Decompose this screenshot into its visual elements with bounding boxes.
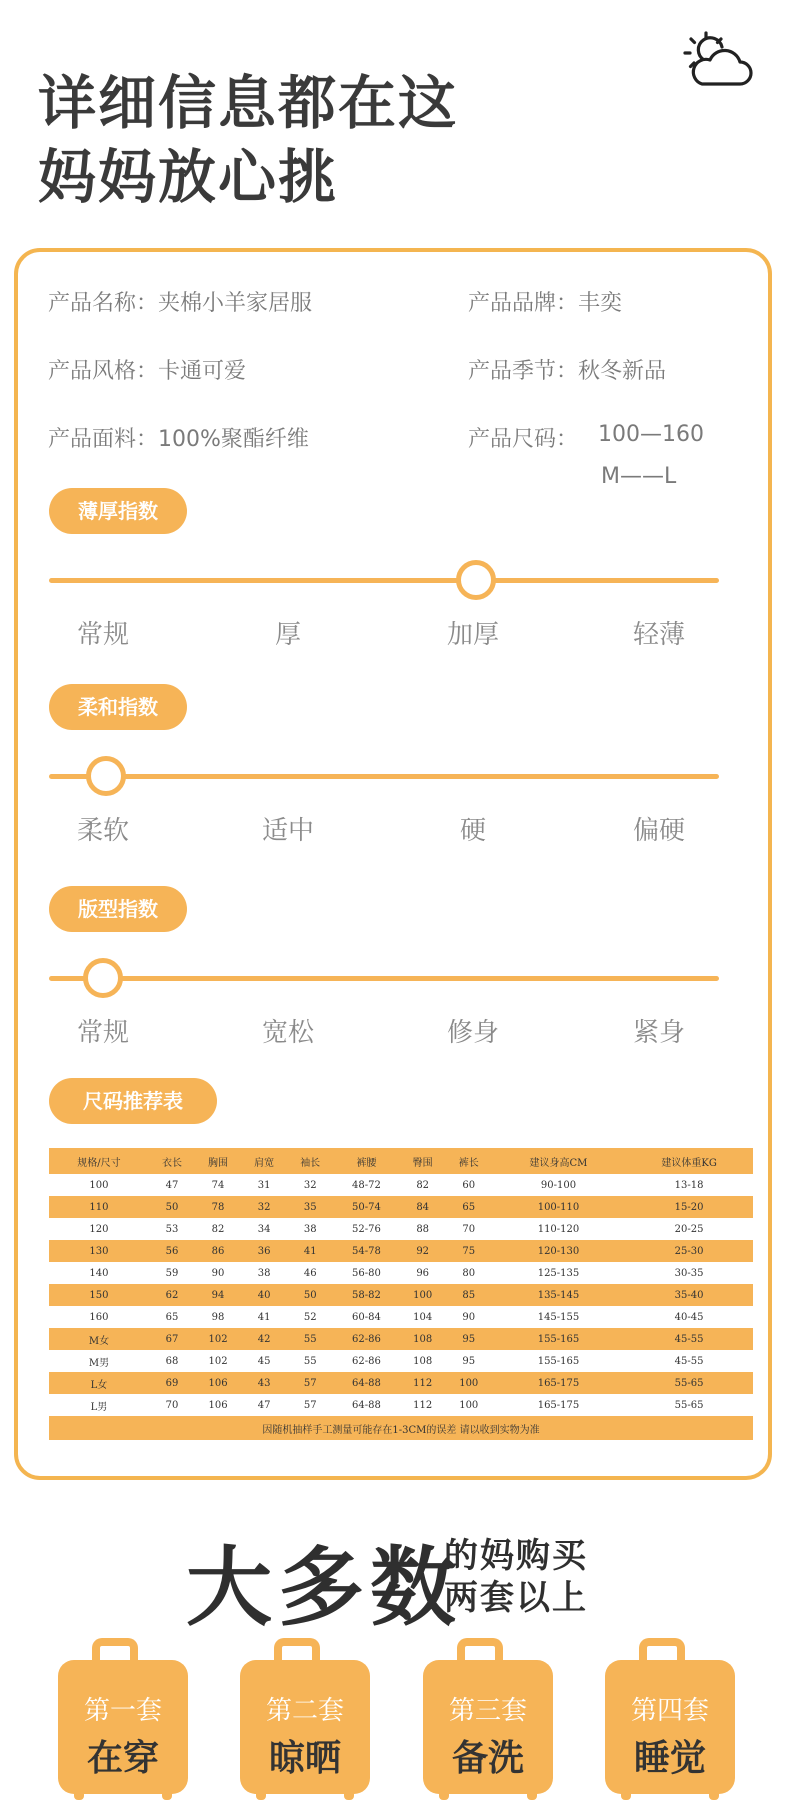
product-fabric: 产品面料：100%聚酯纤维 (48, 427, 309, 452)
table-cell: 92 (400, 1240, 446, 1262)
table-cell: 75 (446, 1240, 492, 1262)
set-number-label: 第二套 (265, 1696, 344, 1726)
suitcase-foot (344, 1788, 354, 1800)
table-cell: 110-120 (492, 1218, 625, 1240)
table-cell: 35-40 (625, 1284, 753, 1306)
table-cell: 50 (149, 1196, 195, 1218)
set-usage-label: 备洗 (451, 1738, 524, 1779)
promo-majority-text: 大多数 (186, 1538, 462, 1638)
table-cell: 35 (287, 1196, 333, 1218)
fit-slider-knob (83, 958, 123, 998)
table-cell: 62-86 (333, 1350, 399, 1372)
table-cell: 70 (446, 1218, 492, 1240)
table-cell: 34 (241, 1218, 287, 1240)
table-cell: 67 (149, 1328, 195, 1350)
table-note: 因随机抽样手工测量可能存在1-3CM的误差 请以收到实物为准 (49, 1416, 753, 1440)
table-cell: 74 (195, 1174, 241, 1196)
table-cell: 38 (287, 1218, 333, 1240)
table-cell: 62-86 (333, 1328, 399, 1350)
table-cell: 165-175 (492, 1394, 625, 1416)
table-cell: 15-20 (625, 1196, 753, 1218)
table-cell: 建议身高CM (492, 1148, 625, 1174)
table-row (49, 1372, 753, 1394)
table-cell: 42 (241, 1328, 287, 1350)
table-cell: 衣长 (149, 1148, 195, 1174)
table-row (49, 1394, 753, 1416)
page-title-line-1: 详细信息都在这 (38, 69, 459, 137)
table-cell: 120-130 (492, 1240, 625, 1262)
product-style: 产品风格：卡通可爱 (48, 359, 247, 384)
table-cell: 90 (195, 1262, 241, 1284)
table-cell: 40-45 (625, 1306, 753, 1328)
table-cell: 108 (400, 1350, 446, 1372)
table-cell: 120 (49, 1218, 149, 1240)
table-cell: 45-55 (625, 1328, 753, 1350)
product-info-card (14, 248, 772, 1480)
suitcase-foot (74, 1788, 84, 1800)
table-cell: 60 (446, 1174, 492, 1196)
table-cell: 100-110 (492, 1196, 625, 1218)
set-usage-label: 晾晒 (268, 1738, 341, 1779)
thickness-level-3: 加厚 (446, 620, 499, 650)
fit-level-1: 常规 (76, 1018, 129, 1048)
table-row (49, 1174, 753, 1196)
table-cell: 100 (446, 1394, 492, 1416)
table-cell: 48-72 (333, 1174, 399, 1196)
table-cell: 70 (149, 1394, 195, 1416)
thickness-slider-knob (456, 560, 496, 600)
table-cell: 62 (149, 1284, 195, 1306)
table-cell: 47 (241, 1394, 287, 1416)
table-cell: 135-145 (492, 1284, 625, 1306)
table-cell: 82 (195, 1218, 241, 1240)
table-row (49, 1262, 753, 1284)
table-cell: 36 (241, 1240, 287, 1262)
table-cell: 46 (287, 1262, 333, 1284)
table-cell: 64-88 (333, 1394, 399, 1416)
set-number-label: 第三套 (448, 1696, 527, 1726)
thickness-level-2: 厚 (274, 620, 301, 650)
table-cell: 100 (446, 1372, 492, 1394)
size-chart-table (49, 1148, 753, 1440)
table-cell: 55-65 (625, 1372, 753, 1394)
table-cell: 85 (446, 1284, 492, 1306)
table-cell: 102 (195, 1328, 241, 1350)
promo-subtext-1: 的妈购买 (444, 1536, 588, 1576)
set-usage-label: 在穿 (86, 1738, 159, 1779)
suitcase-foot (162, 1788, 172, 1800)
table-cell: 96 (400, 1262, 446, 1284)
table-cell: 106 (195, 1394, 241, 1416)
table-cell: 55 (287, 1350, 333, 1372)
table-cell: 60-84 (333, 1306, 399, 1328)
table-cell: 155-165 (492, 1350, 625, 1372)
suitcase-foot (256, 1788, 266, 1800)
table-row (49, 1196, 753, 1218)
table-cell: 规格/尺寸 (49, 1148, 149, 1174)
table-cell: 98 (195, 1306, 241, 1328)
table-row (49, 1218, 753, 1240)
softness-level-3: 硬 (459, 816, 486, 846)
table-cell: 110 (49, 1196, 149, 1218)
fit-slider-track (49, 976, 719, 981)
table-cell: 52 (287, 1306, 333, 1328)
promo-subtext-2: 两套以上 (444, 1578, 588, 1618)
table-cell: 55-65 (625, 1394, 753, 1416)
softness-index-label: 柔和指数 (49, 684, 187, 730)
thickness-level-4: 轻薄 (632, 620, 685, 650)
table-cell: M女 (49, 1328, 149, 1350)
table-cell: 78 (195, 1196, 241, 1218)
table-cell: 胸围 (195, 1148, 241, 1174)
table-cell: 86 (195, 1240, 241, 1262)
suitcase-foot (709, 1788, 719, 1800)
table-cell: 140 (49, 1262, 149, 1284)
thickness-slider-track (49, 578, 719, 583)
table-cell: 100 (400, 1284, 446, 1306)
table-row (49, 1306, 753, 1328)
table-cell: 32 (287, 1174, 333, 1196)
table-cell: 100 (49, 1174, 149, 1196)
table-cell: 13-18 (625, 1174, 753, 1196)
table-cell: 165-175 (492, 1372, 625, 1394)
set-number-label: 第一套 (83, 1696, 162, 1726)
product-brand: 产品品牌：丰奕 (468, 291, 623, 316)
table-row (49, 1350, 753, 1372)
table-cell: 41 (241, 1306, 287, 1328)
table-cell: 130 (49, 1240, 149, 1262)
table-cell: 58-82 (333, 1284, 399, 1306)
suitcase-foot (527, 1788, 537, 1800)
softness-level-4: 偏硬 (632, 816, 685, 846)
softness-level-2: 适中 (261, 816, 314, 846)
table-cell: 88 (400, 1218, 446, 1240)
table-cell: L女 (49, 1372, 149, 1394)
table-cell: 30-35 (625, 1262, 753, 1284)
table-cell: 90 (446, 1306, 492, 1328)
product-season: 产品季节：秋冬新品 (468, 359, 667, 384)
table-cell: 40 (241, 1284, 287, 1306)
softness-level-1: 柔软 (76, 816, 129, 846)
table-cell: 150 (49, 1284, 149, 1306)
table-cell: 32 (241, 1196, 287, 1218)
table-cell: 59 (149, 1262, 195, 1284)
table-cell: 55 (287, 1328, 333, 1350)
product-size-label: 产品尺码： (468, 427, 579, 452)
suitcase-icon (605, 1638, 735, 1802)
table-cell: 50-74 (333, 1196, 399, 1218)
table-cell: 82 (400, 1174, 446, 1196)
table-cell: 69 (149, 1372, 195, 1394)
table-cell: 45-55 (625, 1350, 753, 1372)
suitcase-icon (240, 1638, 370, 1802)
table-cell: 95 (446, 1350, 492, 1372)
table-cell: 裤腰 (333, 1148, 399, 1174)
set-number-label: 第四套 (630, 1696, 709, 1726)
table-cell: 80 (446, 1262, 492, 1284)
table-cell: 裤长 (446, 1148, 492, 1174)
table-cell: 57 (287, 1394, 333, 1416)
table-cell: 65 (149, 1306, 195, 1328)
table-cell: 31 (241, 1174, 287, 1196)
thickness-index-label: 薄厚指数 (49, 488, 187, 534)
table-row (49, 1284, 753, 1306)
table-row (49, 1328, 753, 1350)
table-cell: 64-88 (333, 1372, 399, 1394)
product-size-range: 100—160 (598, 422, 704, 447)
table-cell: 25-30 (625, 1240, 753, 1262)
fit-level-4: 紧身 (632, 1018, 685, 1048)
softness-slider-knob (86, 756, 126, 796)
table-cell: 52-76 (333, 1218, 399, 1240)
table-cell: 54-78 (333, 1240, 399, 1262)
table-cell: 43 (241, 1372, 287, 1394)
suitcase-foot (621, 1788, 631, 1800)
table-cell: 125-135 (492, 1262, 625, 1284)
table-cell: 建议体重KG (625, 1148, 753, 1174)
size-chart-label: 尺码推荐表 (49, 1078, 217, 1124)
suitcase-foot (439, 1788, 449, 1800)
table-cell: 20-25 (625, 1218, 753, 1240)
table-cell: 84 (400, 1196, 446, 1218)
table-cell: 95 (446, 1328, 492, 1350)
softness-slider-track (49, 774, 719, 779)
table-cell: 38 (241, 1262, 287, 1284)
table-cell: 56 (149, 1240, 195, 1262)
table-cell: 65 (446, 1196, 492, 1218)
table-cell: 肩宽 (241, 1148, 287, 1174)
table-cell: 94 (195, 1284, 241, 1306)
table-cell: 56-80 (333, 1262, 399, 1284)
table-cell: 57 (287, 1372, 333, 1394)
table-cell: 145-155 (492, 1306, 625, 1328)
table-cell: M男 (49, 1350, 149, 1372)
table-cell: 160 (49, 1306, 149, 1328)
table-cell: 108 (400, 1328, 446, 1350)
set-usage-label: 睡觉 (633, 1738, 706, 1779)
page-title-line-2: 妈妈放心挑 (38, 143, 339, 211)
table-cell: 155-165 (492, 1328, 625, 1350)
table-cell: 47 (149, 1174, 195, 1196)
suitcase-icon (423, 1638, 553, 1802)
table-row (49, 1240, 753, 1262)
suitcase-icon (58, 1638, 188, 1802)
table-note-row (49, 1416, 753, 1440)
table-header-row (49, 1148, 753, 1174)
fit-index-label: 版型指数 (49, 886, 187, 932)
table-cell: 68 (149, 1350, 195, 1372)
table-cell: 53 (149, 1218, 195, 1240)
table-cell: 50 (287, 1284, 333, 1306)
fit-level-2: 宽松 (261, 1018, 314, 1048)
table-cell: 臀围 (400, 1148, 446, 1174)
table-cell: 45 (241, 1350, 287, 1372)
table-cell: 102 (195, 1350, 241, 1372)
fit-level-3: 修身 (446, 1018, 499, 1048)
table-cell: L男 (49, 1394, 149, 1416)
product-size-letters: M——L (601, 464, 677, 489)
table-cell: 90-100 (492, 1174, 625, 1196)
table-cell: 104 (400, 1306, 446, 1328)
product-name: 产品名称：夹棉小羊家居服 (48, 291, 313, 316)
table-cell: 112 (400, 1372, 446, 1394)
table-cell: 112 (400, 1394, 446, 1416)
weather-sun-cloud-icon (682, 30, 754, 92)
table-cell: 41 (287, 1240, 333, 1262)
table-cell: 106 (195, 1372, 241, 1394)
table-cell: 袖长 (287, 1148, 333, 1174)
thickness-level-1: 常规 (76, 620, 129, 650)
